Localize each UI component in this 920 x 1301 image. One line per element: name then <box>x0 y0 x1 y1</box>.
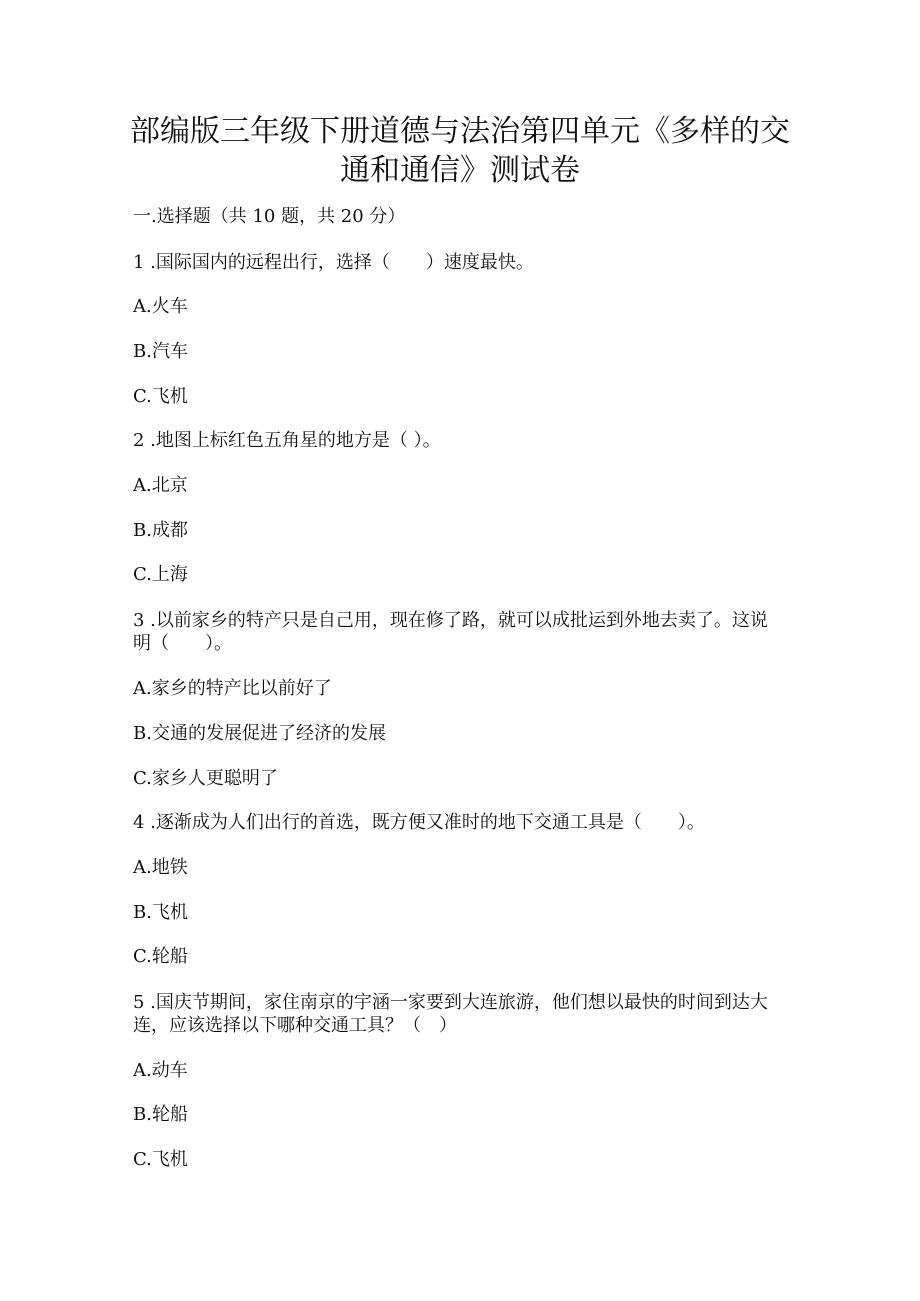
question-1-option-b: B.汽车 <box>133 341 188 362</box>
question-5-option-b: B.轮船 <box>133 1104 188 1125</box>
question-4-option-c: C.轮船 <box>133 946 188 967</box>
question-1-stem: 1 .国际国内的远程出行，选择（ ）速度最快。 <box>133 252 534 273</box>
section-heading: 一.选择题（共 10 题，共 20 分） <box>133 206 406 227</box>
question-2-option-a: A.北京 <box>133 475 188 496</box>
exam-title: 部编版三年级下册道德与法治第四单元《多样的交通和通信》测试卷 <box>130 114 790 188</box>
question-2-option-b: B.成都 <box>133 520 188 541</box>
question-1-option-a: A.火车 <box>133 296 188 317</box>
question-3-option-b: B.交通的发展促进了经济的发展 <box>133 723 386 744</box>
question-3-option-c: C.家乡人更聪明了 <box>133 768 278 789</box>
question-2-stem: 2 .地图上标红色五角星的地方是（ ）。 <box>133 430 441 451</box>
question-3-stem: 3 .以前家乡的特产只是自己用，现在修了路，就可以成批运到外地去卖了。这说明（ ）。 <box>133 610 768 654</box>
question-4-option-b: B.飞机 <box>133 902 188 923</box>
question-5-stem: 5 .国庆节期间，家住南京的宇涵一家要到大连旅游，他们想以最快的时间到达大连，应该选择以下哪种交通工具？（ ） <box>133 992 768 1036</box>
question-2-option-c: C.上海 <box>133 564 188 585</box>
question-4-option-a: A.地铁 <box>133 857 188 878</box>
question-5-option-c: C.飞机 <box>133 1149 188 1170</box>
question-5-option-a: A.动车 <box>133 1060 188 1081</box>
question-4-stem: 4 .逐渐成为人们出行的首选，既方便又准时的地下交通工具是（ ）。 <box>133 812 705 833</box>
question-3-option-a: A.家乡的特产比以前好了 <box>133 678 332 699</box>
question-1-option-c: C.飞机 <box>133 386 188 407</box>
